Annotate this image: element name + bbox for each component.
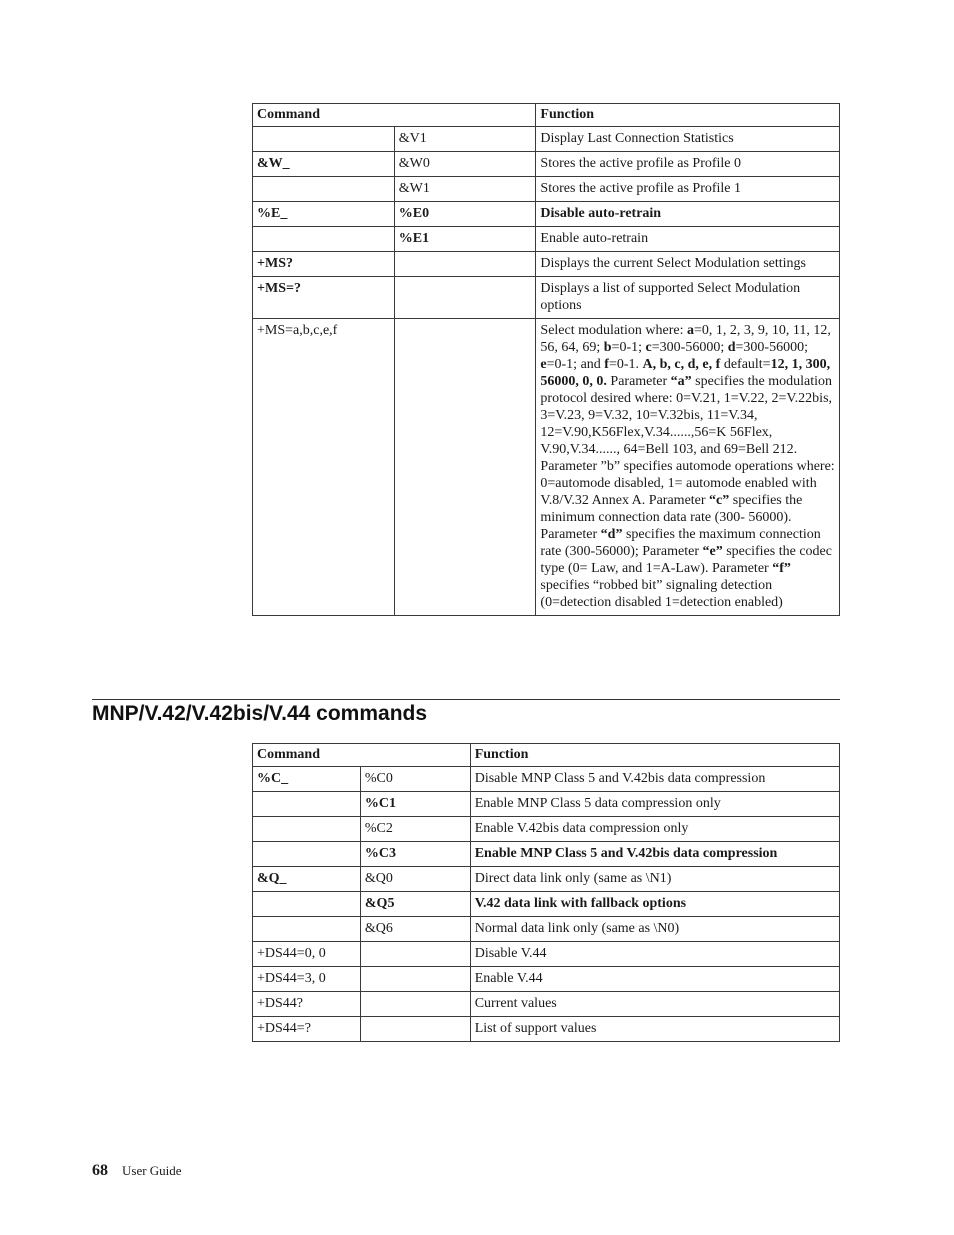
header-command: Command: [253, 104, 536, 127]
subcommand-cell: [360, 1017, 470, 1042]
function-cell: Stores the active profile as Profile 0: [536, 152, 840, 177]
subcommand-cell: &W1: [394, 177, 536, 202]
command-cell: +MS?: [253, 252, 395, 277]
table-row: [253, 992, 840, 1017]
command-cell: [253, 792, 361, 817]
table-row: [253, 767, 840, 792]
table-row: [253, 967, 840, 992]
table-row: [253, 867, 840, 892]
command-cell: [253, 127, 395, 152]
table-row: [253, 892, 840, 917]
command-table-1: [252, 103, 840, 616]
subcommand-cell: %E0: [394, 202, 536, 227]
page-number: 68: [92, 1162, 108, 1179]
function-cell: Displays the current Select Modulation settings: [536, 252, 840, 277]
function-cell: V.42 data link with fallback options: [470, 892, 839, 917]
function-cell: Select modulation where: a=0, 1, 2, 3, 9, 10, 11, 12, 56, 64, 69; b=0-1; c=300-56000; d=300-56000; e=0-1; and f=0-1. A, b, c, d, e, f default=12, 1, 300, 56000, 0, 0. Parameter “a” specifies the modulation protocol desired where: 0=V.21, 1=V.22, 2=V.22bis, 3=V.23, 9=V.32, 10=V.32bis, 11=V.34, 12=V.90,K56Flex,V.34......,56=K 56Flex, V.90,V.34......, 64=Bell 103, and 69=Bell 212. Parameter ”b” specifies automode operations where: 0=automode disabled, 1= automode enabled with V.8/V.32 Annex A. Parameter “c” specifies the minimum connection data rate (300- 56000). Parameter “d” specifies the maximum connection rate (300-56000); Parameter “e” specifies the codec type (0= Law, and 1=A-Law). Parameter “f” specifies “robbed bit” signaling detection (0=detection disabled 1=detection enabled): [536, 319, 840, 616]
function-cell: Display Last Connection Statistics: [536, 127, 840, 152]
function-cell: Stores the active profile as Profile 1: [536, 177, 840, 202]
subcommand-cell: &Q0: [360, 867, 470, 892]
subcommand-cell: [394, 252, 536, 277]
command-cell: [253, 227, 395, 252]
command-cell: [253, 817, 361, 842]
table-row: [253, 177, 840, 202]
command-cell: +DS44?: [253, 992, 361, 1017]
function-cell: Disable auto-retrain: [536, 202, 840, 227]
subcommand-cell: &V1: [394, 127, 536, 152]
command-cell: +DS44=?: [253, 1017, 361, 1042]
table-row: [253, 319, 840, 616]
header-function: Function: [536, 104, 840, 127]
section-divider: [92, 699, 840, 700]
subcommand-cell: [360, 967, 470, 992]
table-row: [253, 942, 840, 967]
table-row: [253, 792, 840, 817]
table-row: [253, 277, 840, 319]
subcommand-cell: %E1: [394, 227, 536, 252]
table-body: [253, 767, 840, 1042]
table-row: [253, 1017, 840, 1042]
command-cell: %C_: [253, 767, 361, 792]
subcommand-cell: &Q6: [360, 917, 470, 942]
command-cell: &Q_: [253, 867, 361, 892]
subcommand-cell: [394, 277, 536, 319]
function-cell: Enable V.44: [470, 967, 839, 992]
command-cell: +DS44=3, 0: [253, 967, 361, 992]
command-cell: [253, 177, 395, 202]
table-row: [253, 127, 840, 152]
function-cell: Normal data link only (same as \N0): [470, 917, 839, 942]
function-cell: Disable MNP Class 5 and V.42bis data compression: [470, 767, 839, 792]
table-header: [253, 744, 840, 767]
table-header: [253, 104, 840, 127]
subcommand-cell: %C3: [360, 842, 470, 867]
function-cell: Current values: [470, 992, 839, 1017]
table-row: [253, 917, 840, 942]
function-cell: List of support values: [470, 1017, 839, 1042]
subcommand-cell: [360, 992, 470, 1017]
subcommand-cell: %C1: [360, 792, 470, 817]
command-cell: &W_: [253, 152, 395, 177]
command-cell: +MS=a,b,c,e,f: [253, 319, 395, 616]
table-row: [253, 227, 840, 252]
subcommand-cell: %C2: [360, 817, 470, 842]
command-cell: %E_: [253, 202, 395, 227]
header-command: Command: [253, 744, 471, 767]
function-cell: Enable MNP Class 5 data compression only: [470, 792, 839, 817]
subcommand-cell: &Q5: [360, 892, 470, 917]
header-function: Function: [470, 744, 839, 767]
table-row: [253, 202, 840, 227]
section-title: MNP/V.42/V.42bis/V.44 commands: [92, 702, 428, 725]
subcommand-cell: %C0: [360, 767, 470, 792]
page-footer: [92, 1162, 182, 1180]
function-cell: Displays a list of supported Select Modulation options: [536, 277, 840, 319]
footer-guide-title: User Guide: [122, 1163, 182, 1178]
command-cell: +MS=?: [253, 277, 395, 319]
subcommand-cell: [394, 319, 536, 616]
command-cell: [253, 842, 361, 867]
table-row: [253, 842, 840, 867]
function-cell: Disable V.44: [470, 942, 839, 967]
function-cell: Enable auto-retrain: [536, 227, 840, 252]
subcommand-cell: &W0: [394, 152, 536, 177]
command-cell: +DS44=0, 0: [253, 942, 361, 967]
command-table-2: [252, 743, 840, 1042]
function-cell: Direct data link only (same as \N1): [470, 867, 839, 892]
table-row: [253, 252, 840, 277]
table-row: [253, 817, 840, 842]
command-cell: [253, 892, 361, 917]
function-cell: Enable MNP Class 5 and V.42bis data compression: [470, 842, 839, 867]
function-cell: Enable V.42bis data compression only: [470, 817, 839, 842]
subcommand-cell: [360, 942, 470, 967]
command-cell: [253, 917, 361, 942]
table-row: [253, 152, 840, 177]
